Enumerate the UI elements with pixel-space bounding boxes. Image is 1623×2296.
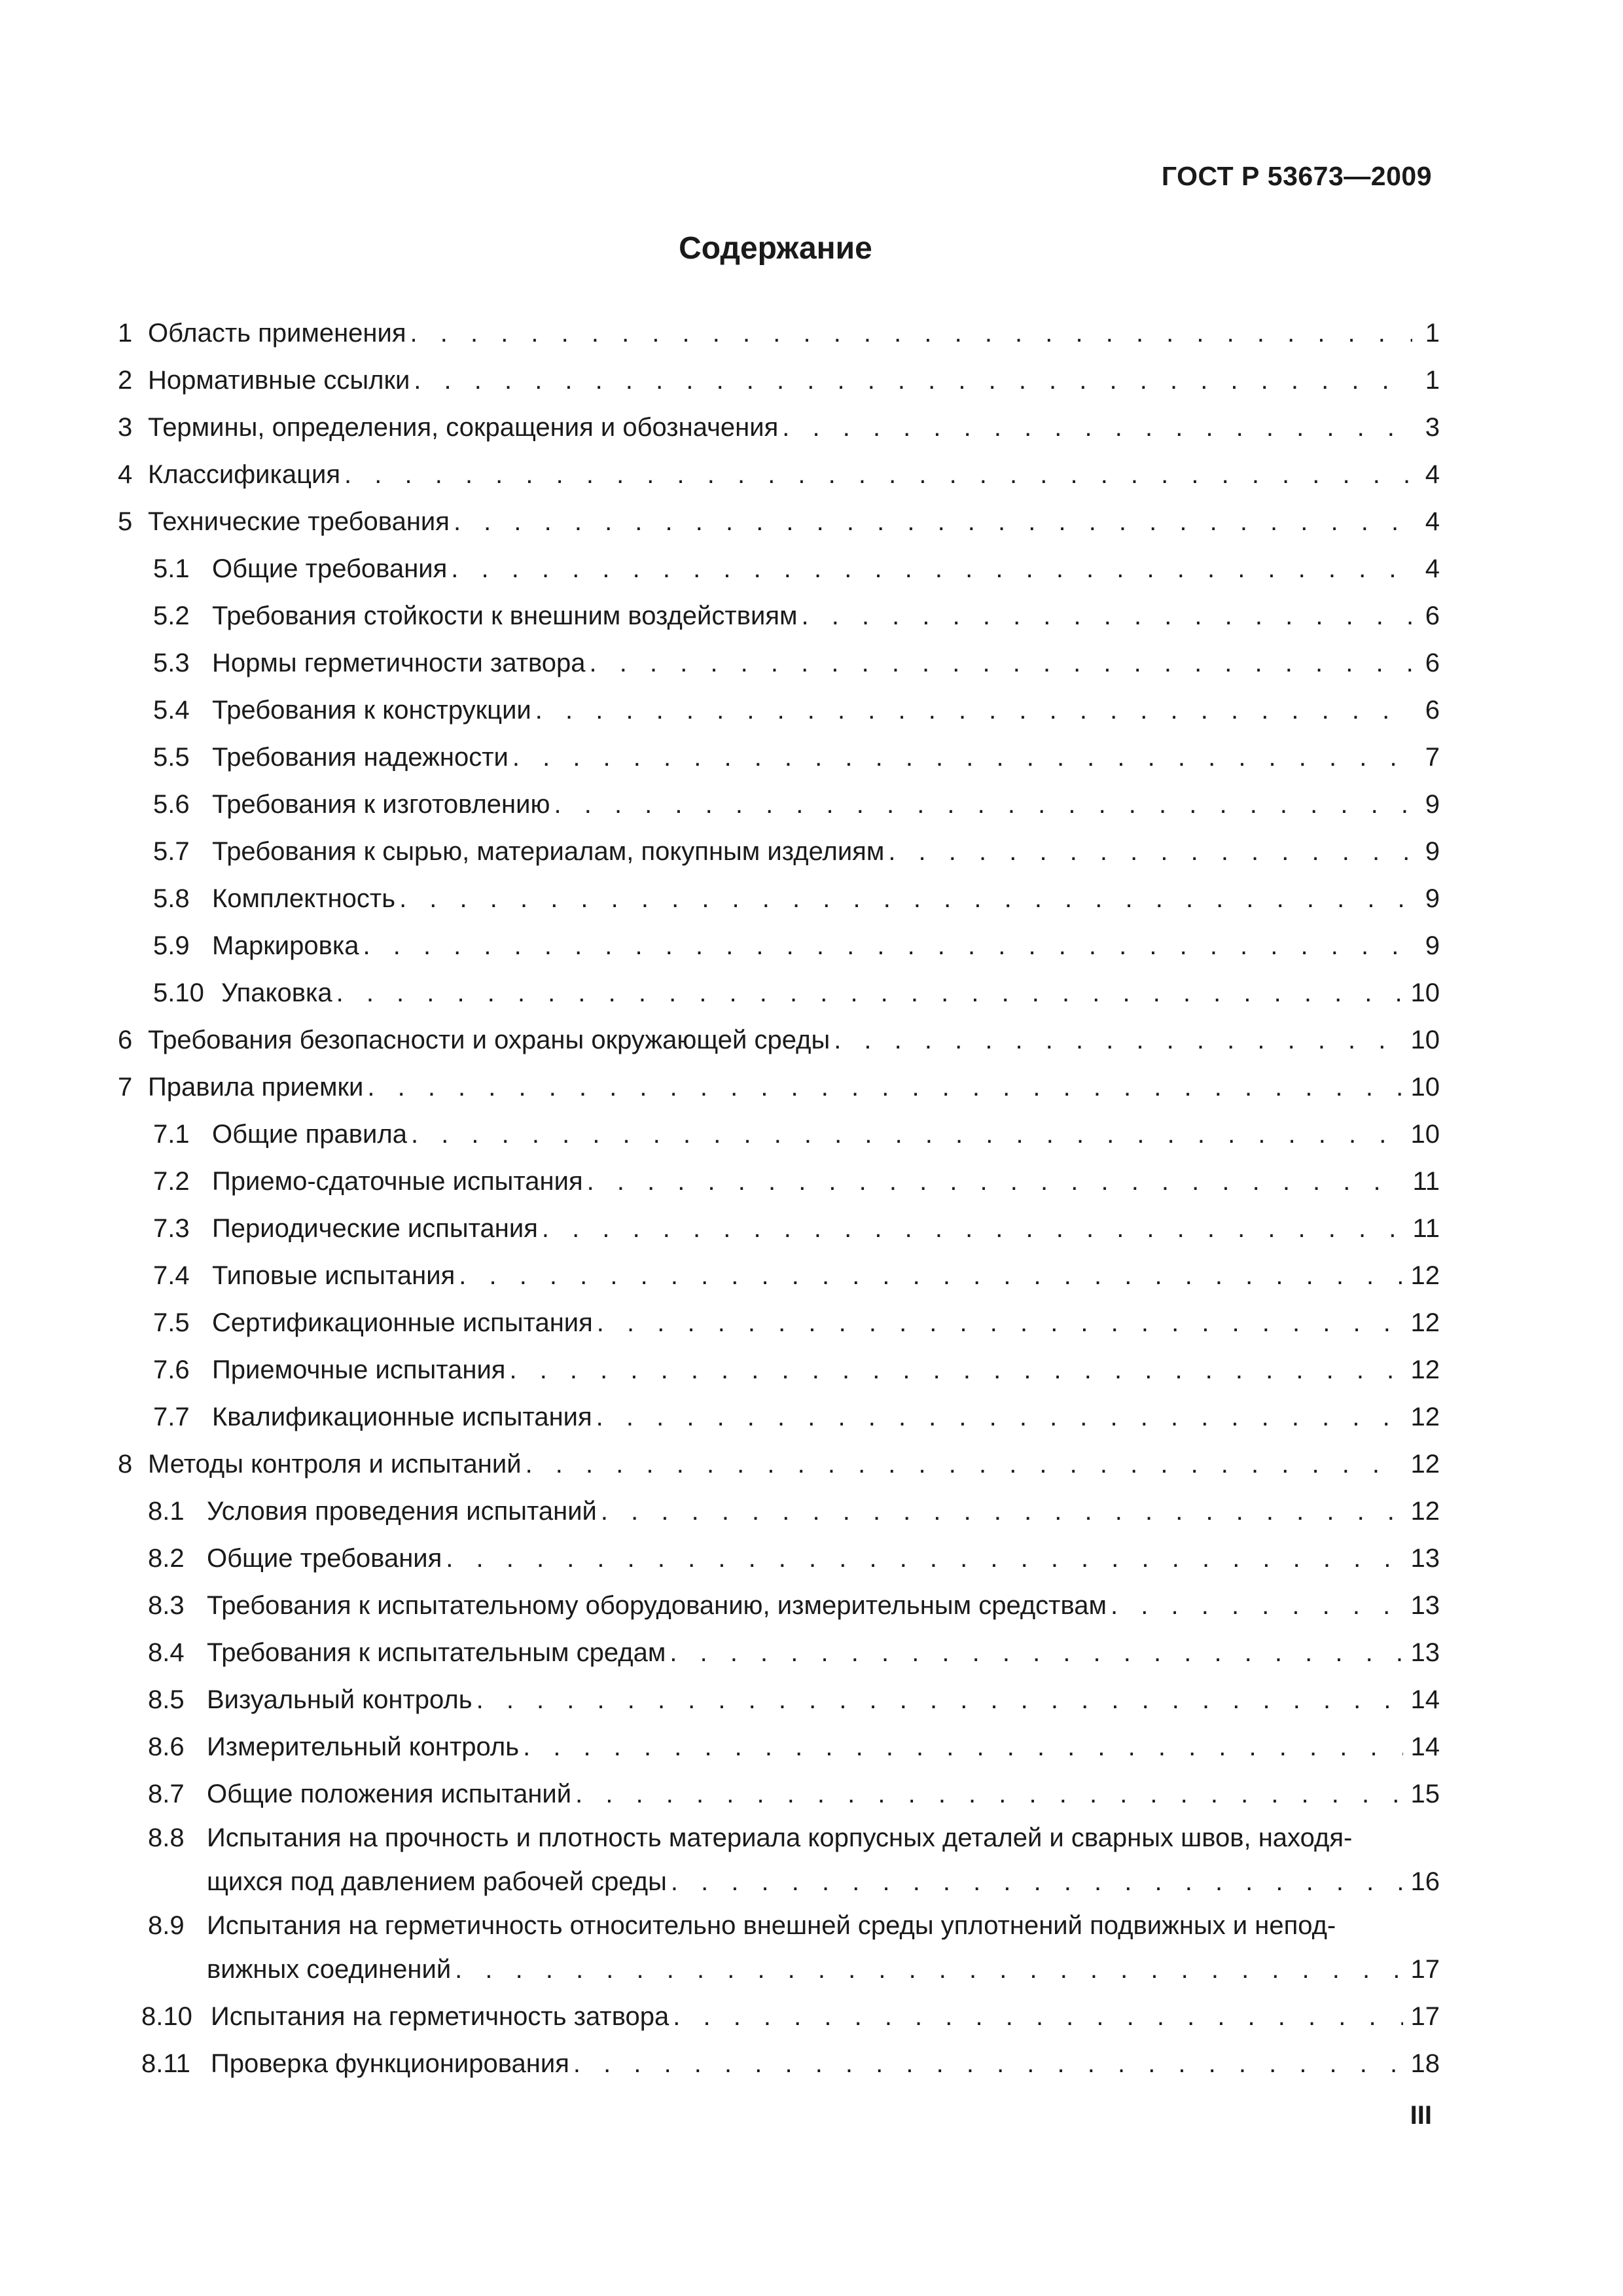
toc-entry-5-6[interactable] bbox=[118, 781, 1440, 828]
toc-entry-8-2[interactable] bbox=[118, 1535, 1440, 1582]
dot-leader bbox=[801, 592, 1412, 639]
toc-entry-number: 8.9 bbox=[148, 1911, 185, 1940]
toc-entry-number: 5.2 bbox=[153, 601, 190, 630]
toc-entry-page: 9 bbox=[1425, 837, 1440, 866]
toc-entry-label: Общие требования bbox=[207, 1544, 442, 1573]
toc-entry-label: Маркировка bbox=[212, 931, 359, 960]
toc-entry-number: 7.1 bbox=[153, 1120, 190, 1149]
toc-entry-1[interactable] bbox=[118, 310, 1440, 357]
dot-leader bbox=[542, 1205, 1405, 1252]
toc-entry-8[interactable] bbox=[118, 1441, 1440, 1488]
toc-entry-page: 7 bbox=[1425, 743, 1440, 772]
toc-entry-page: 10 bbox=[1410, 1073, 1440, 1102]
toc-entry-number: 5.5 bbox=[153, 743, 190, 772]
toc-entry-label: Измерительный контроль bbox=[207, 1732, 520, 1761]
dot-leader bbox=[451, 545, 1412, 592]
dot-leader bbox=[414, 357, 1412, 404]
dot-leader bbox=[601, 1488, 1403, 1535]
toc-entry-label: Технические требования bbox=[148, 507, 450, 536]
toc-entry-number: 8.10 bbox=[141, 2002, 192, 2031]
toc-entry-page: 10 bbox=[1410, 1026, 1440, 1054]
toc-entry-5-10[interactable] bbox=[118, 969, 1440, 1016]
toc-entry-number: 7.6 bbox=[153, 1355, 190, 1384]
dot-leader bbox=[597, 1299, 1403, 1346]
toc-entry-number: 7.3 bbox=[153, 1214, 190, 1243]
toc-entry-label: Нормативные ссылки bbox=[148, 366, 410, 395]
document-code: ГОСТ Р 53673—2009 bbox=[1161, 161, 1432, 191]
toc-entry-page: 12 bbox=[1410, 1450, 1440, 1479]
toc-entry-page: 4 bbox=[1425, 554, 1440, 583]
dot-leader bbox=[535, 687, 1412, 734]
dot-leader bbox=[834, 1016, 1402, 1064]
toc-entry-5-4[interactable] bbox=[118, 687, 1440, 734]
toc-entry-number: 8.3 bbox=[148, 1591, 185, 1620]
dot-leader bbox=[411, 1111, 1403, 1158]
toc-entry-number: 2 bbox=[118, 366, 133, 395]
toc-entry-page: 17 bbox=[1410, 1955, 1440, 1984]
toc-entry-page: 15 bbox=[1410, 1780, 1440, 1808]
toc-entry-number: 7.5 bbox=[153, 1308, 190, 1337]
toc-entry-8-10[interactable] bbox=[118, 1993, 1440, 2040]
toc-entry-label: Требования надежности bbox=[212, 743, 508, 772]
dot-leader bbox=[459, 1252, 1402, 1299]
dot-leader bbox=[587, 1158, 1405, 1205]
toc-entry-8-3[interactable] bbox=[118, 1582, 1440, 1629]
toc-entry-label-line1: Испытания на прочность и плотность материала корпусных деталей и сварных швов, находя- bbox=[207, 1823, 1353, 1852]
toc-entry-page: 12 bbox=[1410, 1355, 1440, 1384]
toc-entry-number: 7 bbox=[118, 1073, 133, 1102]
toc-entry-number: 7.2 bbox=[153, 1167, 190, 1196]
toc-entry-page: 14 bbox=[1410, 1685, 1440, 1714]
toc-entry-number: 8.8 bbox=[148, 1823, 185, 1852]
toc-entry-page: 1 bbox=[1425, 319, 1440, 348]
toc-entry-7-3[interactable] bbox=[118, 1205, 1440, 1252]
toc-entry-label: Приемо-сдаточные испытания bbox=[212, 1167, 583, 1196]
dot-leader bbox=[575, 1770, 1402, 1818]
toc-entry-number: 8.5 bbox=[148, 1685, 185, 1714]
toc-entry-number: 5.8 bbox=[153, 884, 190, 913]
dot-leader bbox=[476, 1676, 1403, 1723]
toc-entry-label: Термины, определения, сокращения и обозначения bbox=[148, 413, 779, 442]
toc-entry-number: 8.11 bbox=[141, 2049, 190, 2078]
toc-entry-number: 5.7 bbox=[153, 837, 190, 866]
toc-entry-5-8[interactable] bbox=[118, 875, 1440, 922]
toc-entry-8-8[interactable] bbox=[118, 1818, 1440, 1905]
toc-entry-page: 4 bbox=[1425, 507, 1440, 536]
toc-entry-label: Сертификационные испытания bbox=[212, 1308, 593, 1337]
toc-entry-7-6[interactable] bbox=[118, 1346, 1440, 1393]
toc-entry-8-11[interactable] bbox=[118, 2040, 1440, 2087]
dot-leader bbox=[363, 922, 1412, 969]
toc-entry-label: Общие требования bbox=[212, 554, 448, 583]
toc-entry-label: Проверка функционирования bbox=[211, 2049, 569, 2078]
toc-entry-number: 4 bbox=[118, 460, 133, 489]
dot-leader bbox=[454, 498, 1412, 545]
toc-entry-8-4[interactable] bbox=[118, 1629, 1440, 1676]
dot-leader bbox=[1111, 1582, 1402, 1629]
toc-entry-4[interactable] bbox=[118, 451, 1440, 498]
toc-entry-label: Область применения bbox=[148, 319, 406, 348]
toc-entry-label: Требования к испытательным средам bbox=[207, 1638, 666, 1667]
toc-entry-number: 5.9 bbox=[153, 931, 190, 960]
dot-leader bbox=[669, 1629, 1402, 1676]
page-number: III bbox=[1410, 2101, 1432, 2130]
toc-entry-8-9[interactable] bbox=[118, 1905, 1440, 1993]
toc-entry-label: Требования к конструкции bbox=[212, 696, 531, 725]
toc-entry-8-1[interactable] bbox=[118, 1488, 1440, 1535]
toc-entry-5-3[interactable] bbox=[118, 639, 1440, 687]
dot-leader bbox=[344, 451, 1412, 498]
toc-entry-label: Требования к испытательному оборудованию, измерительным средствам bbox=[207, 1591, 1107, 1620]
dot-leader bbox=[512, 734, 1412, 781]
dot-leader bbox=[888, 828, 1412, 875]
toc-entry-number: 8.1 bbox=[148, 1497, 185, 1526]
toc-entry-page: 6 bbox=[1425, 601, 1440, 630]
toc-entry-5-5[interactable] bbox=[118, 734, 1440, 781]
toc-entry-page: 10 bbox=[1410, 978, 1440, 1007]
toc-entry-8-5[interactable] bbox=[118, 1676, 1440, 1723]
toc-entry-label: Методы контроля и испытаний bbox=[148, 1450, 522, 1479]
toc-entry-label: Упаковка bbox=[221, 978, 332, 1007]
toc-entry-number: 5.3 bbox=[153, 649, 190, 677]
toc-entry-number: 8.6 bbox=[148, 1732, 185, 1761]
toc-entry-page: 9 bbox=[1425, 931, 1440, 960]
toc-entry-label: Требования стойкости к внешним воздействиям bbox=[212, 601, 798, 630]
toc-entry-7[interactable] bbox=[118, 1064, 1440, 1111]
toc-entry-number: 7.7 bbox=[153, 1403, 190, 1431]
toc-entry-page: 12 bbox=[1410, 1403, 1440, 1431]
toc-entry-label: Общие положения испытаний bbox=[207, 1780, 572, 1808]
page-title: Содержание bbox=[679, 231, 872, 266]
toc-entry-page: 11 bbox=[1412, 1167, 1440, 1196]
toc-entry-5[interactable] bbox=[118, 498, 1440, 545]
toc-entry-page: 11 bbox=[1412, 1214, 1440, 1243]
dot-leader bbox=[526, 1441, 1403, 1488]
toc-entry-label: Требования к сырью, материалам, покупным изделиям bbox=[212, 837, 885, 866]
dot-leader bbox=[367, 1064, 1402, 1111]
toc-entry-label: Типовые испытания bbox=[212, 1261, 455, 1290]
dot-leader bbox=[509, 1346, 1402, 1393]
toc-entry-label: Правила приемки bbox=[148, 1073, 364, 1102]
toc-entry-3[interactable] bbox=[118, 404, 1440, 451]
dot-leader bbox=[523, 1723, 1402, 1770]
toc-entry-page: 4 bbox=[1425, 460, 1440, 489]
toc-entry-page: 9 bbox=[1425, 884, 1440, 913]
toc-entry-number: 8.4 bbox=[148, 1638, 185, 1667]
toc-entry-number: 5.6 bbox=[153, 790, 190, 819]
toc-entry-page: 18 bbox=[1410, 2049, 1440, 2078]
toc-entry-8-7[interactable] bbox=[118, 1770, 1440, 1818]
toc-entry-label-line2: вижных соединений bbox=[207, 1955, 452, 1984]
toc-entry-number: 3 bbox=[118, 413, 133, 442]
toc-entry-number: 1 bbox=[118, 319, 133, 348]
dot-leader bbox=[554, 781, 1412, 828]
toc-entry-page: 17 bbox=[1410, 2002, 1440, 2031]
toc-entry-label: Условия проведения испытаний bbox=[207, 1497, 597, 1526]
toc-entry-label: Общие правила bbox=[212, 1120, 407, 1149]
dot-leader bbox=[596, 1393, 1403, 1441]
toc-entry-page: 1 bbox=[1425, 366, 1440, 395]
toc-entry-label-line1: Испытания на герметичность относительно внешней среды уплотнений подвижных и непод- bbox=[207, 1911, 1336, 1940]
toc-entry-8-6[interactable] bbox=[118, 1723, 1440, 1770]
toc-entry-page: 13 bbox=[1410, 1544, 1440, 1573]
dot-leader bbox=[573, 2040, 1403, 2087]
toc-entry-number: 8.2 bbox=[148, 1544, 185, 1573]
toc-entry-label: Нормы герметичности затвора bbox=[212, 649, 586, 677]
toc-entry-number: 6 bbox=[118, 1026, 133, 1054]
dot-leader bbox=[590, 639, 1412, 687]
toc-entry-page: 3 bbox=[1425, 413, 1440, 442]
toc-entry-page: 12 bbox=[1410, 1308, 1440, 1337]
toc-entry-label: Периодические испытания bbox=[212, 1214, 538, 1243]
toc-entry-number: 5 bbox=[118, 507, 133, 536]
toc-entry-page: 9 bbox=[1425, 790, 1440, 819]
toc-entry-label: Требования безопасности и охраны окружающей среды bbox=[148, 1026, 830, 1054]
dot-leader bbox=[671, 1858, 1403, 1905]
toc-entry-5-7[interactable] bbox=[118, 828, 1440, 875]
toc-entry-6[interactable] bbox=[118, 1016, 1440, 1064]
toc-entry-number: 8.7 bbox=[148, 1780, 185, 1808]
toc-entry-page: 6 bbox=[1425, 649, 1440, 677]
toc-entry-label: Квалификационные испытания bbox=[212, 1403, 592, 1431]
toc-entry-number: 5.10 bbox=[153, 978, 204, 1007]
toc-entry-5-9[interactable] bbox=[118, 922, 1440, 969]
dot-leader bbox=[336, 969, 1403, 1016]
toc-entry-page: 13 bbox=[1410, 1638, 1440, 1667]
toc-entry-7-7[interactable] bbox=[118, 1393, 1440, 1441]
dot-leader bbox=[673, 1993, 1402, 2040]
dot-leader bbox=[399, 875, 1412, 922]
toc-entry-label-line2: щихся под давлением рабочей среды bbox=[207, 1867, 667, 1896]
dot-leader bbox=[446, 1535, 1402, 1582]
toc-entry-7-1[interactable] bbox=[118, 1111, 1440, 1158]
dot-leader bbox=[455, 1946, 1402, 1993]
toc-entry-page: 6 bbox=[1425, 696, 1440, 725]
toc-entry-page: 12 bbox=[1410, 1261, 1440, 1290]
toc-entry-label: Испытания на герметичность затвора bbox=[211, 2002, 669, 2031]
toc-entry-page: 14 bbox=[1410, 1732, 1440, 1761]
toc-entry-5-2[interactable] bbox=[118, 592, 1440, 639]
toc-entry-page: 12 bbox=[1410, 1497, 1440, 1526]
toc-entry-number: 5.1 bbox=[153, 554, 190, 583]
dot-leader bbox=[410, 310, 1412, 357]
toc-entry-number: 7.4 bbox=[153, 1261, 190, 1290]
toc-entry-7-5[interactable] bbox=[118, 1299, 1440, 1346]
toc-entry-label: Комплектность bbox=[212, 884, 396, 913]
toc-entry-page: 13 bbox=[1410, 1591, 1440, 1620]
toc-entry-number: 8 bbox=[118, 1450, 133, 1479]
dot-leader bbox=[782, 404, 1412, 451]
toc-entry-page: 10 bbox=[1410, 1120, 1440, 1149]
toc-entry-7-2[interactable] bbox=[118, 1158, 1440, 1205]
toc-entry-label: Визуальный контроль bbox=[207, 1685, 473, 1714]
toc-entry-label: Приемочные испытания bbox=[212, 1355, 506, 1384]
toc-entry-page: 16 bbox=[1410, 1867, 1440, 1896]
toc-entry-label: Классификация bbox=[148, 460, 341, 489]
toc-entry-5-1[interactable] bbox=[118, 545, 1440, 592]
toc-entry-2[interactable] bbox=[118, 357, 1440, 404]
toc-entry-label: Требования к изготовлению bbox=[212, 790, 550, 819]
toc-entry-7-4[interactable] bbox=[118, 1252, 1440, 1299]
table-of-contents bbox=[118, 310, 1440, 2087]
toc-entry-number: 5.4 bbox=[153, 696, 190, 725]
